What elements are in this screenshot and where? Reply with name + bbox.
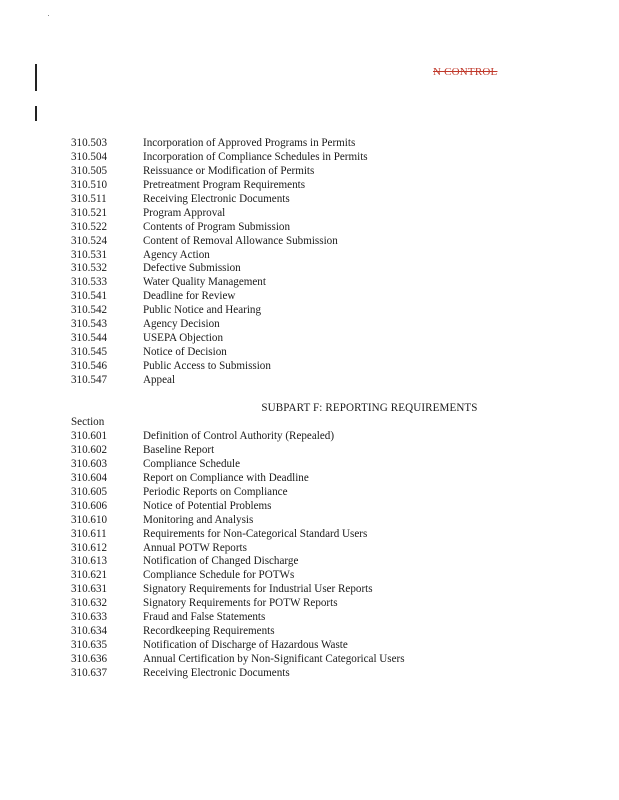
section-number: 310.604	[71, 471, 108, 484]
section-entry	[71, 611, 405, 625]
section-entry	[71, 500, 405, 514]
revision-bar	[35, 64, 37, 91]
section-entry	[71, 179, 368, 193]
section-title: Notice of Potential Problems	[143, 499, 272, 512]
section-number: 310.531	[71, 248, 108, 261]
section-number: 310.510	[71, 178, 108, 191]
subpart-f-section-list	[71, 430, 405, 681]
section-number: 310.621	[71, 569, 108, 582]
section-number: 310.610	[71, 513, 108, 526]
section-number: 310.611	[71, 527, 107, 540]
section-entry	[71, 137, 368, 151]
section-entry	[71, 555, 405, 569]
section-title: Program Approval	[143, 206, 226, 219]
section-entry	[71, 276, 368, 290]
section-number: 310.547	[71, 373, 108, 386]
section-number: 310.606	[71, 499, 108, 512]
section-entry	[71, 486, 405, 500]
section-entry	[71, 262, 368, 276]
subpart-e-section-list	[71, 137, 368, 388]
section-title: Baseline Report	[143, 443, 215, 456]
section-entry	[71, 235, 368, 249]
section-entry	[71, 374, 368, 388]
section-number: 310.636	[71, 653, 108, 665]
section-entry	[71, 304, 368, 318]
section-number: 310.605	[71, 485, 108, 498]
section-number: 310.613	[71, 555, 108, 568]
section-entry	[71, 458, 405, 472]
section-number: 310.524	[71, 234, 108, 247]
section-title: Signatory Requirements for Industrial User Reports	[143, 583, 373, 596]
section-number: 310.601	[71, 430, 108, 442]
section-title: Compliance Schedule for POTWs	[143, 569, 295, 582]
section-number: 310.504	[71, 150, 108, 163]
section-title: Receiving Electronic Documents	[143, 666, 290, 679]
section-number: 310.532	[71, 262, 108, 275]
section-entry	[71, 151, 368, 165]
section-column-label: Section	[71, 416, 105, 428]
section-number: 310.503	[71, 137, 108, 149]
section-title: Notification of Discharge of Hazardous Waste	[143, 639, 348, 652]
section-entry	[71, 653, 405, 667]
section-title: Annual POTW Reports	[143, 541, 247, 554]
section-title: Monitoring and Analysis	[143, 513, 254, 526]
section-number: 310.543	[71, 318, 108, 331]
section-number: 310.603	[71, 457, 108, 470]
section-number: 310.546	[71, 360, 108, 372]
section-entry	[71, 514, 405, 528]
section-title: Public Access to Submission	[143, 360, 271, 372]
section-entry	[71, 569, 405, 583]
section-title: Contents of Program Submission	[143, 220, 290, 233]
revision-bar	[35, 106, 37, 121]
section-title: Water Quality Management	[143, 276, 266, 289]
section-entry	[71, 207, 368, 221]
section-title: Incorporation of Approved Programs in Permits	[143, 137, 356, 149]
section-title: Defective Submission	[143, 262, 241, 275]
section-title: Pretreatment Program Requirements	[143, 178, 306, 191]
section-title: Annual Certification by Non-Significant Categorical Users	[143, 653, 405, 665]
section-number: 310.632	[71, 597, 108, 610]
section-number: 310.631	[71, 583, 108, 596]
section-entry	[71, 625, 405, 639]
section-number: 310.612	[71, 541, 108, 554]
section-number: 310.633	[71, 611, 108, 624]
section-entry	[71, 249, 368, 263]
section-number: 310.521	[71, 206, 108, 219]
section-entry	[71, 290, 368, 304]
section-number: 310.545	[71, 346, 108, 359]
section-title: Compliance Schedule	[143, 457, 241, 470]
section-number: 310.522	[71, 220, 108, 233]
section-number: 310.602	[71, 443, 108, 456]
section-title: Notification of Changed Discharge	[143, 555, 299, 568]
section-title: Requirements for Non-Categorical Standard Users	[143, 527, 368, 540]
section-entry	[71, 597, 405, 611]
section-number: 310.544	[71, 332, 108, 345]
section-title: Appeal	[143, 373, 176, 386]
section-title: Receiving Electronic Documents	[143, 192, 290, 205]
subpart-f-heading-row	[0, 402, 619, 414]
section-entry	[71, 193, 368, 207]
section-number: 310.541	[71, 290, 108, 303]
section-title: Reissuance or Modification of Permits	[143, 164, 315, 177]
section-entry	[71, 528, 405, 542]
section-title: USEPA Objection	[143, 332, 224, 345]
section-entry	[71, 332, 368, 346]
section-title: Notice of Decision	[143, 346, 227, 359]
section-title: Deadline for Review	[143, 290, 236, 303]
section-entry	[71, 165, 368, 179]
section-title: Incorporation of Compliance Schedules in Permits	[143, 150, 368, 163]
section-entry	[71, 360, 368, 374]
section-title: Signatory Requirements for POTW Reports	[143, 597, 338, 610]
section-title: Periodic Reports on Compliance	[143, 485, 288, 498]
scan-speck	[48, 15, 49, 16]
section-number: 310.542	[71, 304, 108, 317]
header-struck-text: N CONTROL	[433, 66, 498, 78]
section-number: 310.505	[71, 164, 108, 177]
section-entry	[71, 430, 405, 444]
subpart-f-heading: SUBPART F: REPORTING REQUIREMENTS	[261, 402, 478, 414]
section-entry	[71, 221, 368, 235]
section-number: 310.634	[71, 625, 108, 638]
section-entry	[71, 542, 405, 556]
section-entry	[71, 318, 368, 332]
section-entry	[71, 444, 405, 458]
section-number: 310.637	[71, 666, 108, 679]
section-number: 310.533	[71, 276, 108, 289]
section-title: Agency Action	[143, 248, 210, 261]
section-title: Report on Compliance with Deadline	[143, 471, 309, 484]
section-entry	[71, 667, 405, 681]
section-title: Public Notice and Hearing	[143, 304, 261, 317]
section-entry	[71, 472, 405, 486]
section-title: Content of Removal Allowance Submission	[143, 234, 338, 247]
section-title: Agency Decision	[143, 318, 220, 331]
section-entry	[71, 639, 405, 653]
section-number: 310.635	[71, 639, 108, 652]
section-number: 310.511	[71, 192, 107, 205]
section-title: Recordkeeping Requirements	[143, 625, 275, 638]
section-title: Fraud and False Statements	[143, 611, 266, 624]
section-title: Definition of Control Authority (Repealed)	[143, 430, 335, 442]
section-entry	[71, 583, 405, 597]
section-entry	[71, 346, 368, 360]
